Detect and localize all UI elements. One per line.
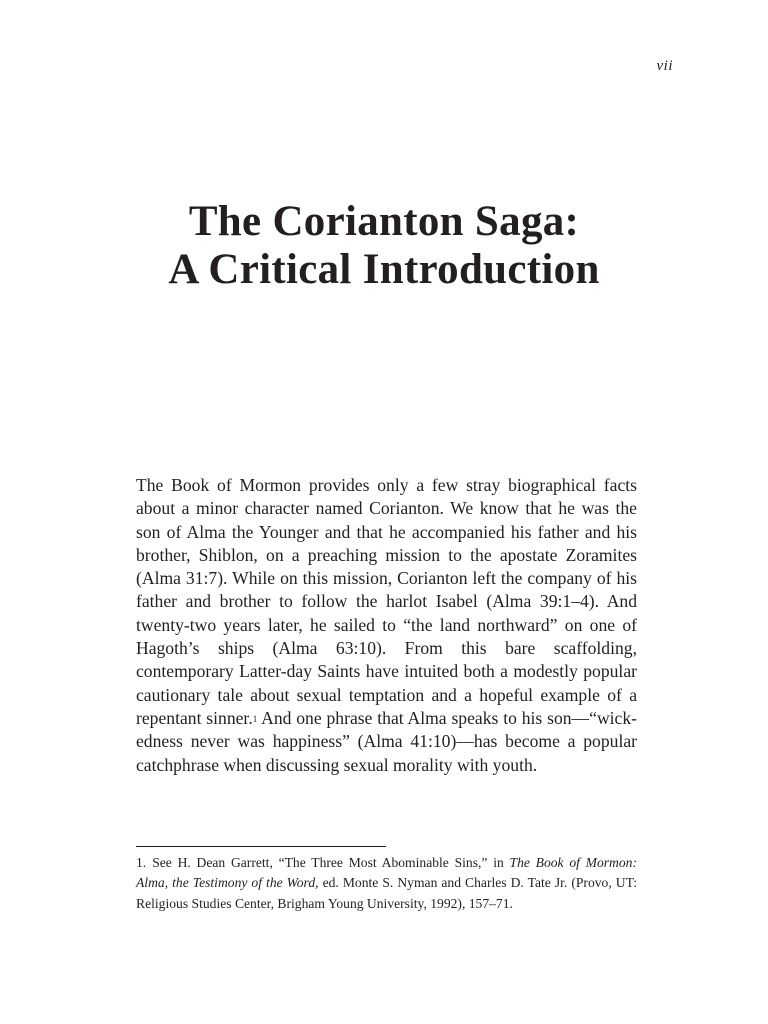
page-number: vii [656, 58, 673, 74]
body-text-part-2: And one phrase that Alma speaks to his son—“wickedness never was happiness” (Alma 41:10)—has become a popular catchphrase when discussing sexual morality with youth. [136, 707, 637, 775]
footnote-number: 1. [136, 855, 147, 870]
body-text-part-1: The Book of Mormon provides only a few stray biographical facts about a minor character named Corianton. We know that he was the son of Alma the Younger and that he accompanied his father and his brother, Shiblon, on a preaching mission to the apostate Zoramites (Alma 31:7). While on this mission, Corianton left the company of his father and brother to follow the harlot Isabel (Alma 39:1–4). And twenty-two years later, he sailed to “the land northward” on one of Hagoth’s ships (Alma 63:10). From this bare scaffolding, contemporary Latter-day Saints have intuited both a modestly popular cautionary tale about sexual temptation and a hopeful example of a repentant sinner. [136, 475, 637, 728]
chapter-title-line-2: A Critical Introduction [168, 246, 600, 293]
chapter-title-line-1: The Corianton Saga: [188, 198, 580, 245]
footnote-book-title: The Book of Mormon: Alma, the Testimony of the Word [136, 855, 637, 891]
chapter-title [0, 198, 768, 294]
footnote-divider [136, 846, 386, 847]
footnote-lead: See H. Dean Garrett, “The Three Most Abominable Sins,” in [152, 855, 510, 870]
footnote-marker: 1 [252, 713, 258, 724]
footnote-tail: , ed. Monte S. Nyman and Charles D. Tate Jr. (Provo, UT: Religious Studies Center, Brigham Young University, 1992), 157–71. [136, 875, 637, 911]
body-paragraph [136, 474, 637, 777]
footnote [136, 853, 637, 914]
